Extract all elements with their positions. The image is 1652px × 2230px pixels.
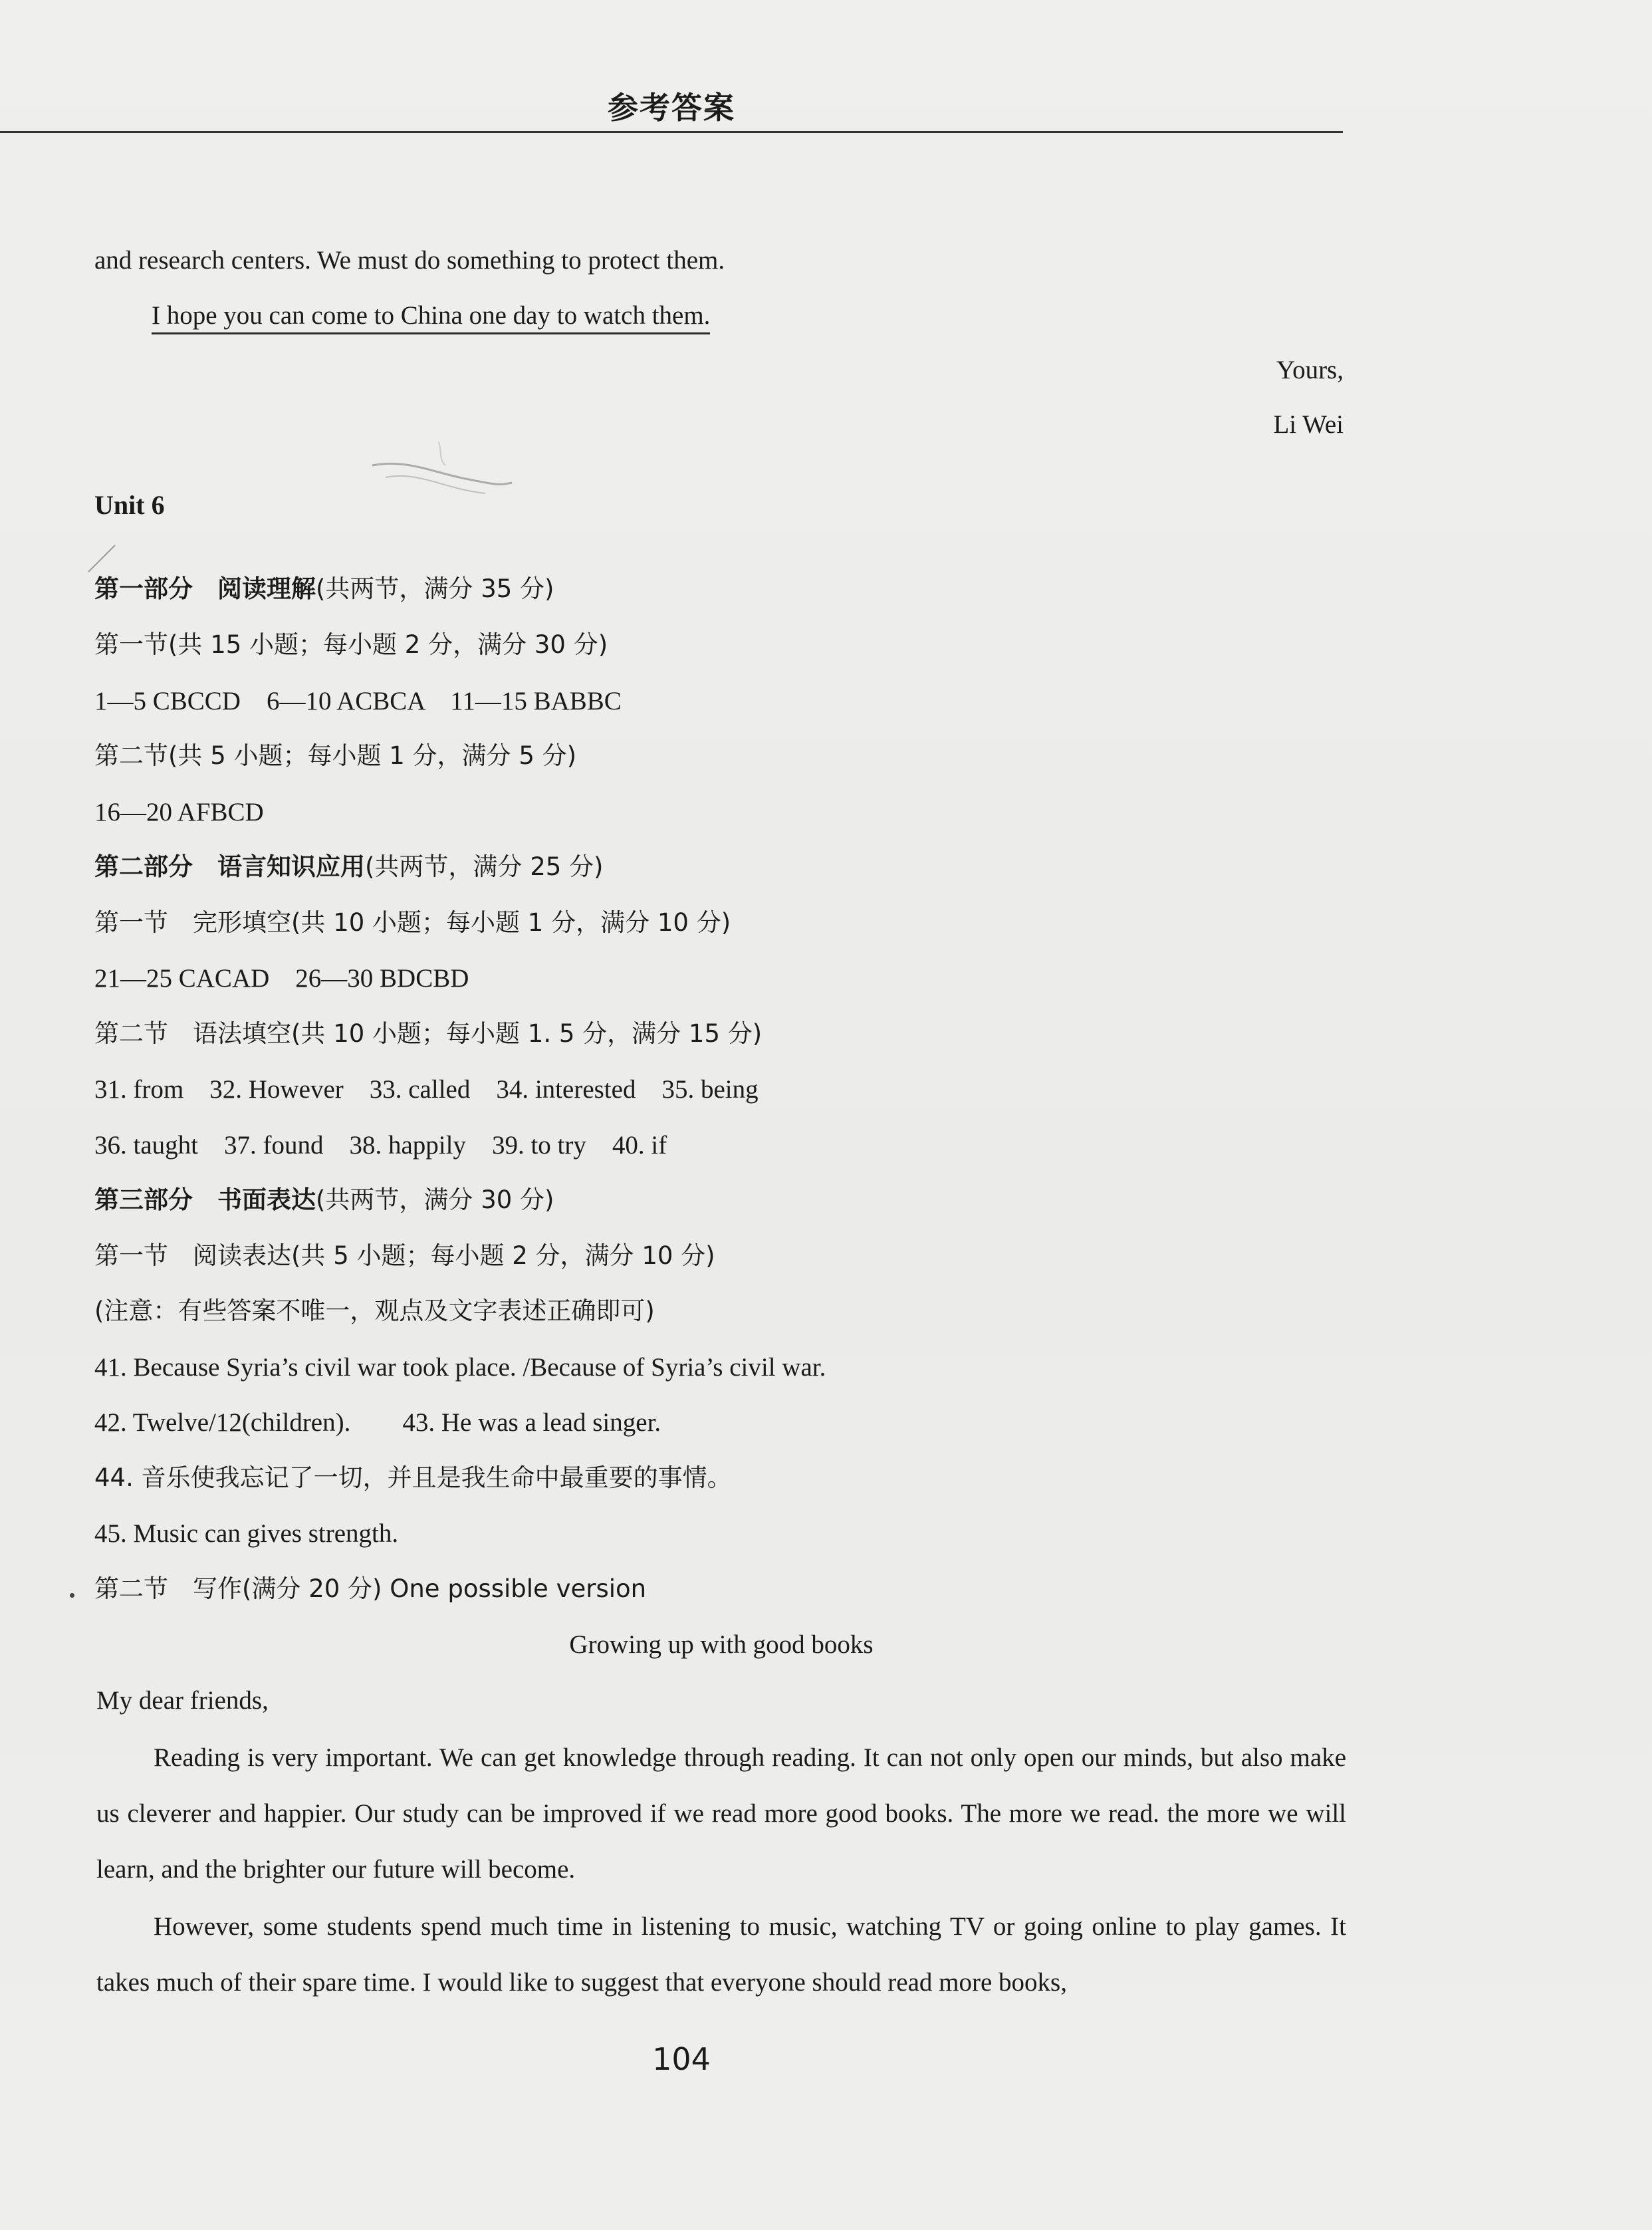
answer-41: 41. Because Syria’s civil war took place. /Because of Syria’s civil war. [94, 1353, 826, 1382]
part3-heading-note: (共两节，满分 30 分) [316, 1185, 554, 1214]
essay-title: Growing up with good books [569, 1630, 874, 1659]
part1-section2-answers: 16—20 AFBCD [94, 798, 264, 826]
part1-heading-note: (共两节，满分 35 分) [316, 574, 554, 603]
part1-section2-title: 第二节(共 5 小题；每小题 1 分，满分 5 分) [94, 741, 577, 770]
essay-paragraph: Reading is very important. We can get knowledge through reading. It can not only open our minds, but also make us cleverer and happier. Our study can be improved if we read more good books. The more we read. the more we will learn, and the brighter our future will become. [96, 1743, 1346, 1884]
part3-heading: 第三部分 书面表达 [94, 1185, 316, 1214]
pencil-scribble [359, 439, 519, 519]
pencil-tick [85, 542, 118, 575]
answer-45: 45. Music can gives strength. [94, 1519, 399, 1548]
part2-section2-title: 第二节 语法填空(共 10 小题；每小题 1. 5 分，满分 15 分) [94, 1019, 763, 1048]
part2-answers-row1: 31. from 32. However 33. called 34. interested 35. being [94, 1075, 759, 1104]
header-rule [0, 131, 1343, 133]
part1-section1-title: 第一节(共 15 小题；每小题 2 分，满分 30 分) [94, 630, 608, 659]
letter-line-underlined [152, 303, 710, 328]
page-number: 104 [652, 2041, 711, 2077]
part3-note: (注意：有些答案不唯一，观点及文字表述正确即可) [94, 1297, 655, 1325]
part2-heading-row [94, 854, 603, 879]
letter-signature: Li Wei [1273, 410, 1344, 439]
part2-heading: 第二部分 语言知识应用 [94, 852, 365, 881]
part3-section2-title: 第二节 写作(满分 20 分) One possible version [94, 1574, 647, 1603]
answer-44: 44. 音乐使我忘记了一切，并且是我生命中最重要的事情。 [94, 1463, 732, 1492]
letter-line: and research centers. We must do something to protect them. [94, 246, 725, 275]
part2-section1-title: 第一节 完形填空(共 10 小题；每小题 1 分，满分 10 分) [94, 908, 731, 937]
essay-paragraph: However, some students spend much time in listening to music, watching TV or going online to play games. It takes much of their spare time. I would like to suggest that everyone should read more books, [96, 1912, 1346, 1997]
essay-salutation: My dear friends, [96, 1686, 269, 1715]
part3-section1-title: 第一节 阅读表达(共 5 小题；每小题 2 分，满分 10 分) [94, 1241, 715, 1270]
margin-dot [70, 1593, 74, 1598]
part2-section1-answers: 21—25 CACAD 26—30 BDCBD [94, 964, 469, 993]
part1-heading-row [94, 576, 554, 601]
answer-42-43: 42. Twelve/12(children). 43. He was a lead singer. [94, 1408, 661, 1437]
part2-heading-note: (共两节，满分 25 分) [365, 852, 604, 881]
letter-closing: Yours, [1276, 356, 1344, 384]
unit-title: Unit 6 [94, 490, 165, 520]
part2-answers-row2: 36. taught 37. found 38. happily 39. to try 40. if [94, 1131, 667, 1160]
part1-section1-answers: 1—5 CBCCD 6—10 ACBCA 11—15 BABBC [94, 687, 622, 715]
part3-heading-row [94, 1187, 554, 1212]
underlined-sentence: I hope you can come to China one day to watch them. [152, 301, 710, 334]
part1-heading: 第一部分 阅读理解 [94, 574, 316, 603]
page-header-title: 参考答案 [608, 90, 735, 126]
